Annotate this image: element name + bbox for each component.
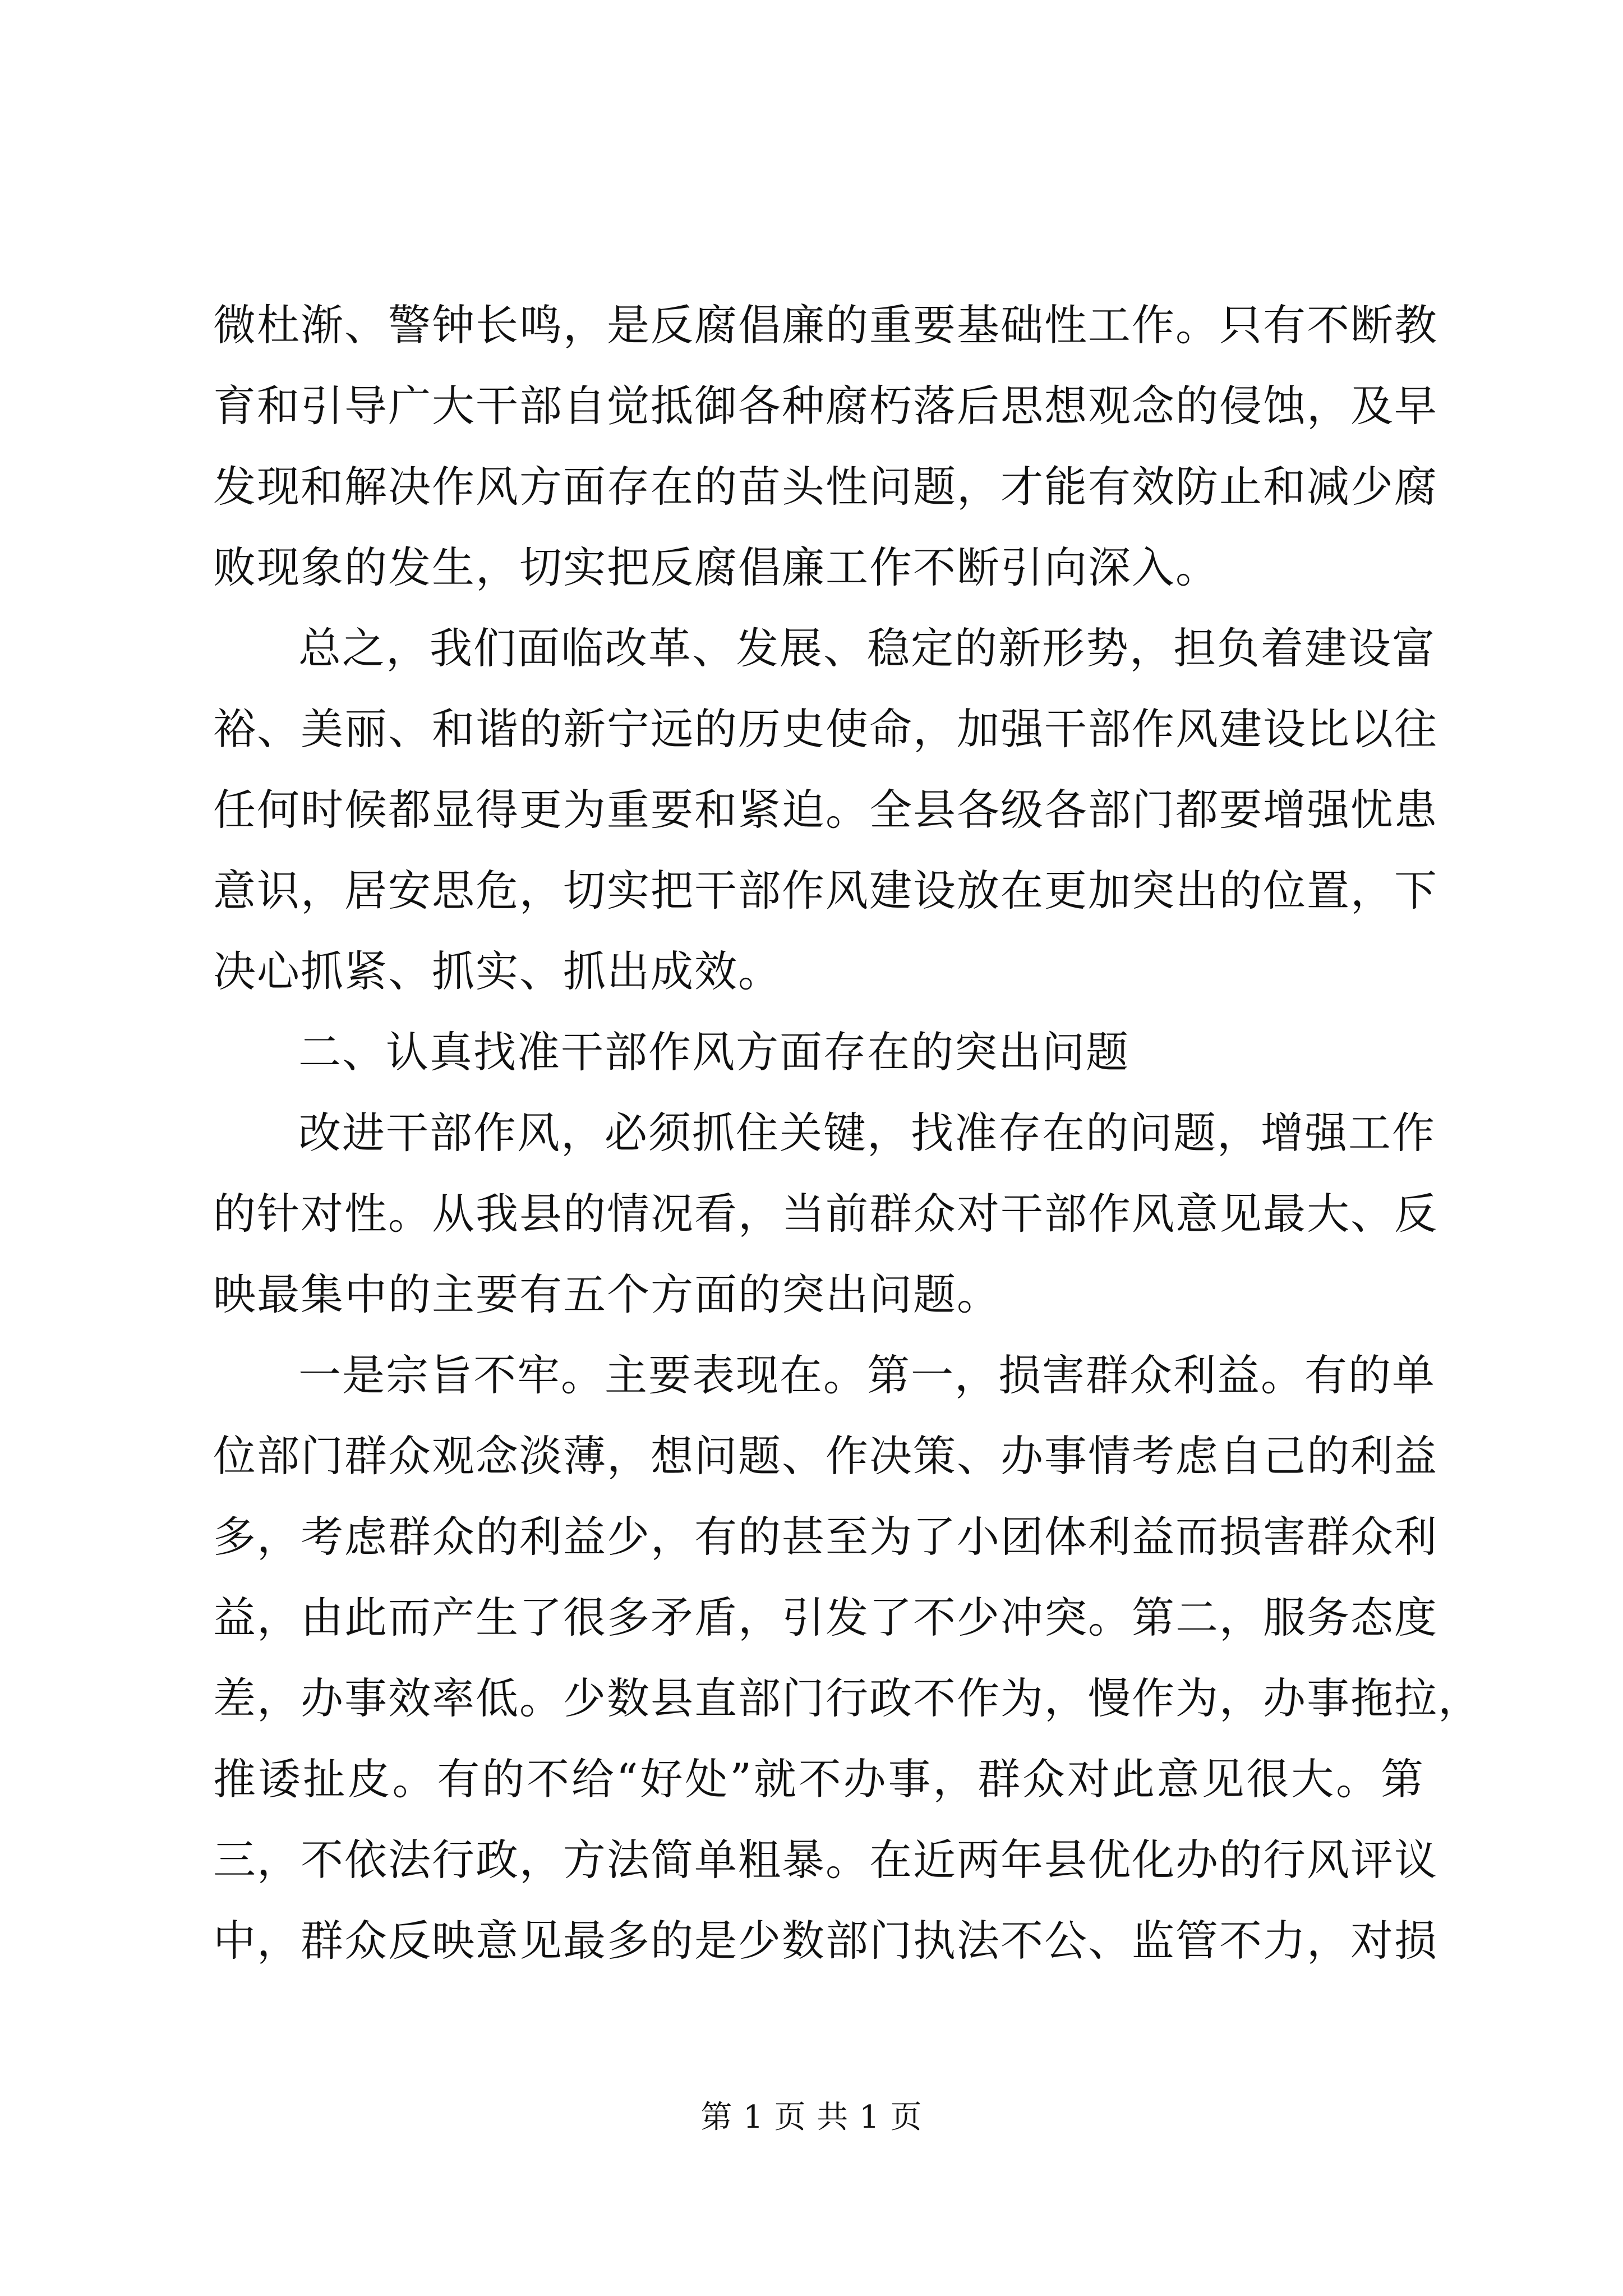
- text-line: 益，由此而产生了很多矛盾，引发了不少冲突。第二，服务态度: [213, 1593, 1438, 1642]
- text-line: 差，办事效率低。少数县直部门行政不作为，慢作为，办事拖拉，: [213, 1673, 1482, 1723]
- text-line: 意识，居安思危，切实把干部作风建设放在更加突出的位置，下: [213, 866, 1438, 915]
- paragraph-start-line: 总之，我们面临改革、发展、稳定的新形势，担负着建设富: [298, 623, 1436, 673]
- text-line: 映最集中的主要有五个方面的突出问题。: [213, 1269, 1000, 1319]
- text-line: 的针对性。从我县的情况看，当前群众对干部作风意见最大、反: [213, 1189, 1438, 1239]
- paragraph-start-line: 一是宗旨不牢。主要表现在。第一，损害群众利益。有的单: [298, 1350, 1436, 1400]
- text-line: 发现和解决作风方面存在的苗头性问题，才能有效防止和减少腐: [213, 462, 1438, 512]
- section-heading: 二、认真找准干部作风方面存在的突出问题: [298, 1027, 1129, 1077]
- text-line: 裕、美丽、和谐的新宁远的历史使命，加强干部作风建设比以往: [213, 704, 1438, 754]
- text-line: 育和引导广大干部自觉抵御各种腐朽落后思想观念的侵蚀，及早: [213, 381, 1438, 431]
- text-line: 任何时候都显得更为重要和紧迫。全县各级各部门都要增强忧患: [213, 785, 1438, 835]
- page-number-footer: 第 1 页 共 1 页: [700, 2099, 923, 2136]
- text-line: 微杜渐、警钟长鸣，是反腐倡廉的重要基础性工作。只有不断教: [213, 300, 1438, 350]
- paragraph-start-line: 改进干部作风，必须抓住关键，找准存在的问题，增强工作: [298, 1108, 1436, 1158]
- text-line: 多，考虑群众的利益少，有的甚至为了小团体利益而损害群众利: [213, 1512, 1438, 1562]
- document-body: [213, 285, 1482, 1981]
- text-line: 中，群众反映意见最多的是少数部门执法不公、监管不力，对损: [213, 1916, 1438, 1966]
- text-line: 败现象的发生，切实把反腐倡廉工作不断引向深入。: [213, 542, 1219, 592]
- text-line: 推诿扯皮。有的不给“好处”就不办事，群众对此意见很大。第: [213, 1754, 1424, 1804]
- text-line: 三，不依法行政，方法简单粗暴。在近两年县优化办的行风评议: [213, 1835, 1438, 1885]
- text-line: 位部门群众观念淡薄，想问题、作决策、办事情考虑自己的利益: [213, 1431, 1438, 1481]
- text-line: 决心抓紧、抓实、抓出成效。: [213, 946, 782, 996]
